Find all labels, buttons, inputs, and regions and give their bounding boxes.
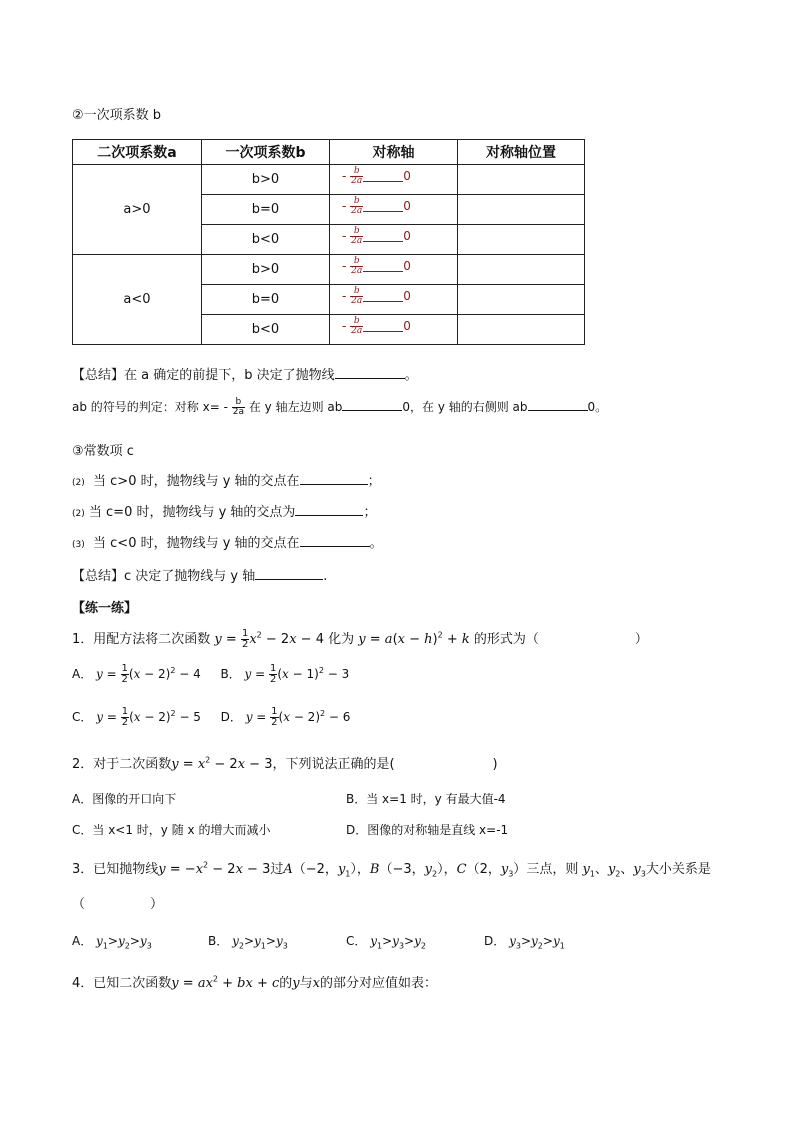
- cell-axis: [330, 165, 458, 195]
- coefficient-table: [72, 139, 585, 345]
- option-a[interactable]: A． y = $\frac{1}{2}$ $(x - 2)^2 - 4$: [72, 663, 201, 685]
- axis-formula: - $\frac{b}{2a}$ 0: [342, 226, 411, 246]
- cell-a-positive: a>0: [73, 165, 202, 255]
- question-1-options-cd: [72, 707, 350, 728]
- cell-axis: [330, 195, 458, 225]
- q3-option-b[interactable]: B． $y_2>y_1>y_3$: [208, 934, 288, 951]
- axis-formula: - $\frac{b}{2a}$ 0: [342, 196, 411, 216]
- cell-b: b=0: [202, 285, 330, 315]
- axis-formula: - $\frac{b}{2a}$ 0: [342, 256, 411, 276]
- summary-b: 【总结】在 a 确定的前提下，b 决定了抛物线 。: [72, 368, 418, 383]
- cell-axis: [330, 255, 458, 285]
- cell-b: b=0: [202, 195, 330, 225]
- cell-b: b>0: [202, 255, 330, 285]
- cell-axis-position: [458, 255, 585, 285]
- header-axis-position: 对称轴位置: [458, 140, 585, 165]
- section-b-title: ②一次项系数 b: [72, 108, 162, 123]
- option-b[interactable]: B． y = $\frac{1}{2}$ $(x - 1)^2 - 3$: [220, 663, 350, 685]
- cell-axis-position: [458, 315, 585, 345]
- q3-option-d[interactable]: D． $y_3>y_2>y_1$: [484, 934, 565, 951]
- cell-axis-position: [458, 225, 585, 255]
- c-item-3: (3) 当 c<0 时，抛物线与 y 轴的交点在 。: [72, 536, 383, 551]
- question-3: 3．已知抛物线$y = -x^2 - 2x - 3$过A（−2，$y_1$），B（−3，$y_2$），C（2，$y_3$）三点，则 $y_1$、$y_2$、$y_3$大小关系是: [72, 860, 711, 879]
- summary-c: 【总结】c 决定了抛物线与 y 轴 .: [72, 569, 328, 584]
- ab-sign-rule: ab 的符号的判定：对称 x= - $\frac{b}{2a}$ 在 y 轴左边则 ab 0，在 y 轴的右侧则 ab 0。: [72, 397, 608, 417]
- q2-option-d[interactable]: D．图像的对称轴是直线 x=-1: [346, 823, 509, 837]
- axis-formula: - $\frac{b}{2a}$ 0: [342, 316, 411, 336]
- cell-axis-position: [458, 285, 585, 315]
- question-1: 1．用配方法将二次函数 y = $\frac{1}{2}$ $x^2 - 2x - 4$ 化为 $y = a(x - h)^2 + k$ 的形式为（ ）: [72, 628, 648, 650]
- question-2: 2．对于二次函数$y = x^2 - 2x - 3$，下列说法正确的是( ): [72, 755, 498, 772]
- option-d[interactable]: D． y = $\frac{1}{2}$ $(x - 2)^2 - 6$: [220, 706, 351, 728]
- q2-option-a[interactable]: A．图像的开口向下: [72, 792, 177, 806]
- cell-axis-position: [458, 195, 585, 225]
- cell-b: b<0: [202, 315, 330, 345]
- question-3-paren: （ ）: [72, 897, 164, 912]
- q2-option-b[interactable]: B．当 x=1 时，y 有最大值-4: [346, 792, 506, 806]
- c-item-2: (2) 当 c=0 时，抛物线与 y 轴的交点为 ；: [72, 505, 377, 520]
- q3-option-c[interactable]: C． $y_1>y_3>y_2$: [346, 934, 426, 951]
- header-axis: 对称轴: [330, 140, 458, 165]
- practice-title: 【练一练】: [72, 601, 138, 616]
- header-b: 一次项系数b: [202, 140, 330, 165]
- axis-formula: - $\frac{b}{2a}$ 0: [342, 286, 411, 306]
- axis-formula: - $\frac{b}{2a}$ 0: [342, 166, 411, 186]
- q3-option-a[interactable]: A． $y_1>y_2>y_3$: [72, 934, 152, 951]
- q2-option-c[interactable]: C．当 x<1 时，y 随 x 的增大而减小: [72, 823, 271, 837]
- question-1-options-ab: [72, 664, 349, 685]
- cell-b: b>0: [202, 165, 330, 195]
- cell-b: b<0: [202, 225, 330, 255]
- section-c-title: ③常数项 c: [72, 444, 134, 459]
- header-a: 二次项系数a: [73, 140, 202, 165]
- cell-axis: [330, 285, 458, 315]
- option-c[interactable]: C． y = $\frac{1}{2}$ $(x - 2)^2 - 5$: [72, 706, 201, 728]
- cell-axis: [330, 225, 458, 255]
- c-item-1: (2) 当 c>0 时，抛物线与 y 轴的交点在 ；: [72, 474, 381, 489]
- cell-axis-position: [458, 165, 585, 195]
- fraction-b-over-2a: $\frac{b}{2a}$: [232, 397, 245, 417]
- cell-a-negative: a<0: [73, 255, 202, 345]
- cell-axis: [330, 315, 458, 345]
- question-4: 4．已知二次函数$y = ax^2$ + bx + c的y与x的部分对应值如表：: [72, 974, 438, 991]
